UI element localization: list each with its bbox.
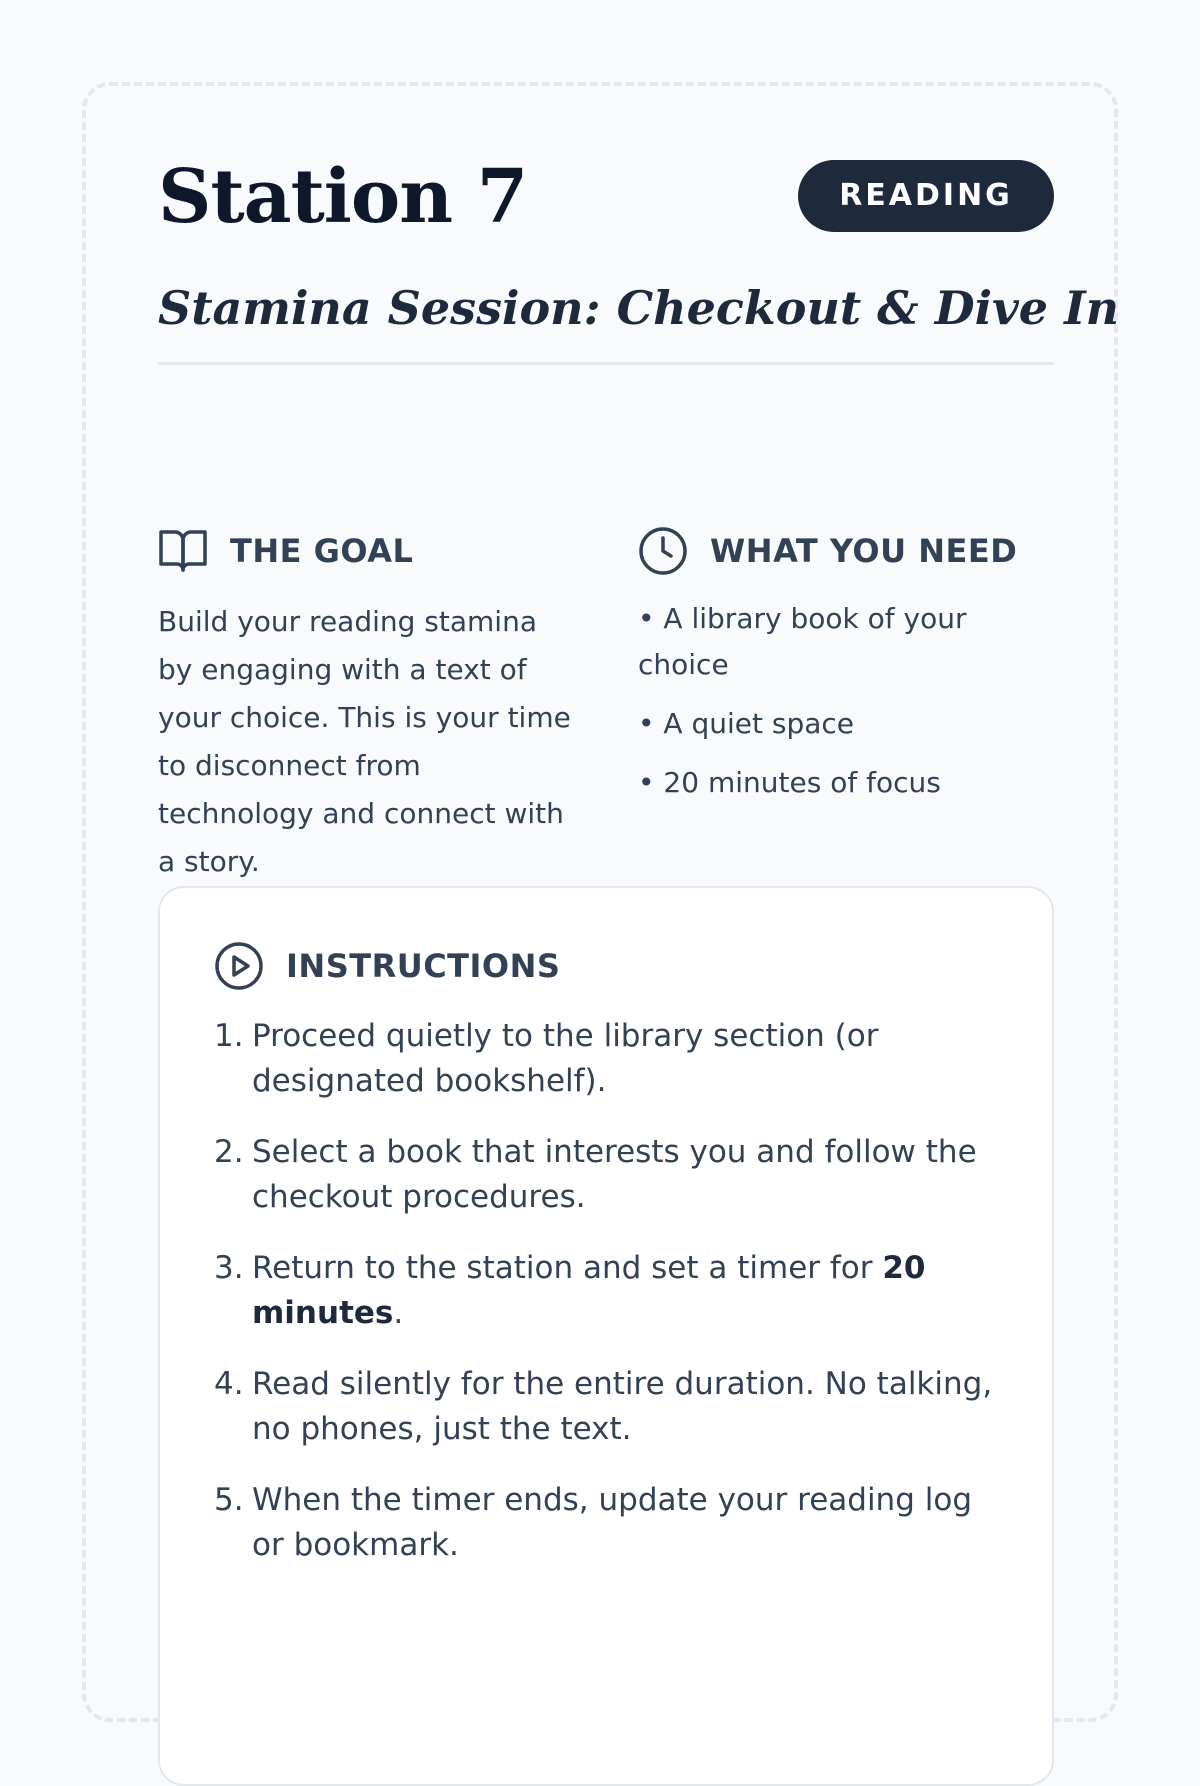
- step-item: [214, 1246, 1004, 1336]
- station-header: [158, 152, 1054, 242]
- step-number: 2.: [214, 1134, 244, 1170]
- need-heading: [638, 524, 1017, 578]
- step-item: [214, 1478, 1004, 1568]
- subject-badge: READING: [798, 160, 1054, 232]
- step-number: 5.: [214, 1482, 244, 1518]
- goal-title: THE GOAL: [230, 532, 414, 570]
- list-item: • A quiet space: [638, 701, 1038, 747]
- need-title: WHAT YOU NEED: [710, 532, 1018, 570]
- step-emphasis: 20 minutes: [252, 1250, 926, 1331]
- instructions-title: INSTRUCTIONS: [286, 947, 561, 985]
- header-divider: [158, 362, 1054, 365]
- step-text: Return to the station and set a timer for: [252, 1250, 883, 1286]
- step-number: 4.: [214, 1366, 244, 1402]
- step-number: 3.: [214, 1250, 244, 1286]
- step-text: When the timer ends, update your reading log or bookmark.: [252, 1482, 972, 1563]
- page-title: Station 7: [158, 154, 528, 240]
- instructions-heading: [214, 940, 560, 992]
- step-text: Select a book that interests you and follow the checkout procedures.: [252, 1134, 977, 1215]
- station-card: [82, 82, 1118, 1722]
- need-list: [638, 596, 1038, 819]
- step-number: 1.: [214, 1018, 244, 1054]
- step-item: [214, 1014, 1004, 1104]
- step-item: [214, 1362, 1004, 1452]
- session-subtitle: Stamina Session: Checkout & Dive In: [158, 281, 1120, 335]
- instruction-steps: [214, 1014, 1004, 1594]
- goal-heading: [158, 524, 413, 578]
- step-text: Read silently for the entire duration. No talking, no phones, just the text.: [252, 1366, 993, 1447]
- list-item: • A library book of your choice: [638, 596, 1038, 688]
- step-text: Proceed quietly to the library section (or designated bookshelf).: [252, 1018, 879, 1099]
- open-book-icon: [158, 528, 208, 574]
- list-item: • 20 minutes of focus: [638, 760, 1038, 806]
- play-circle-icon: [214, 941, 264, 991]
- goal-description: Build your reading stamina by engaging with a text of your choice. This is your time to disconnect from technology and connect with a story.: [158, 605, 571, 878]
- step-text-end: .: [393, 1295, 404, 1331]
- clock-icon: [638, 526, 688, 576]
- step-item: [214, 1130, 1004, 1220]
- instructions-panel: [158, 886, 1054, 1786]
